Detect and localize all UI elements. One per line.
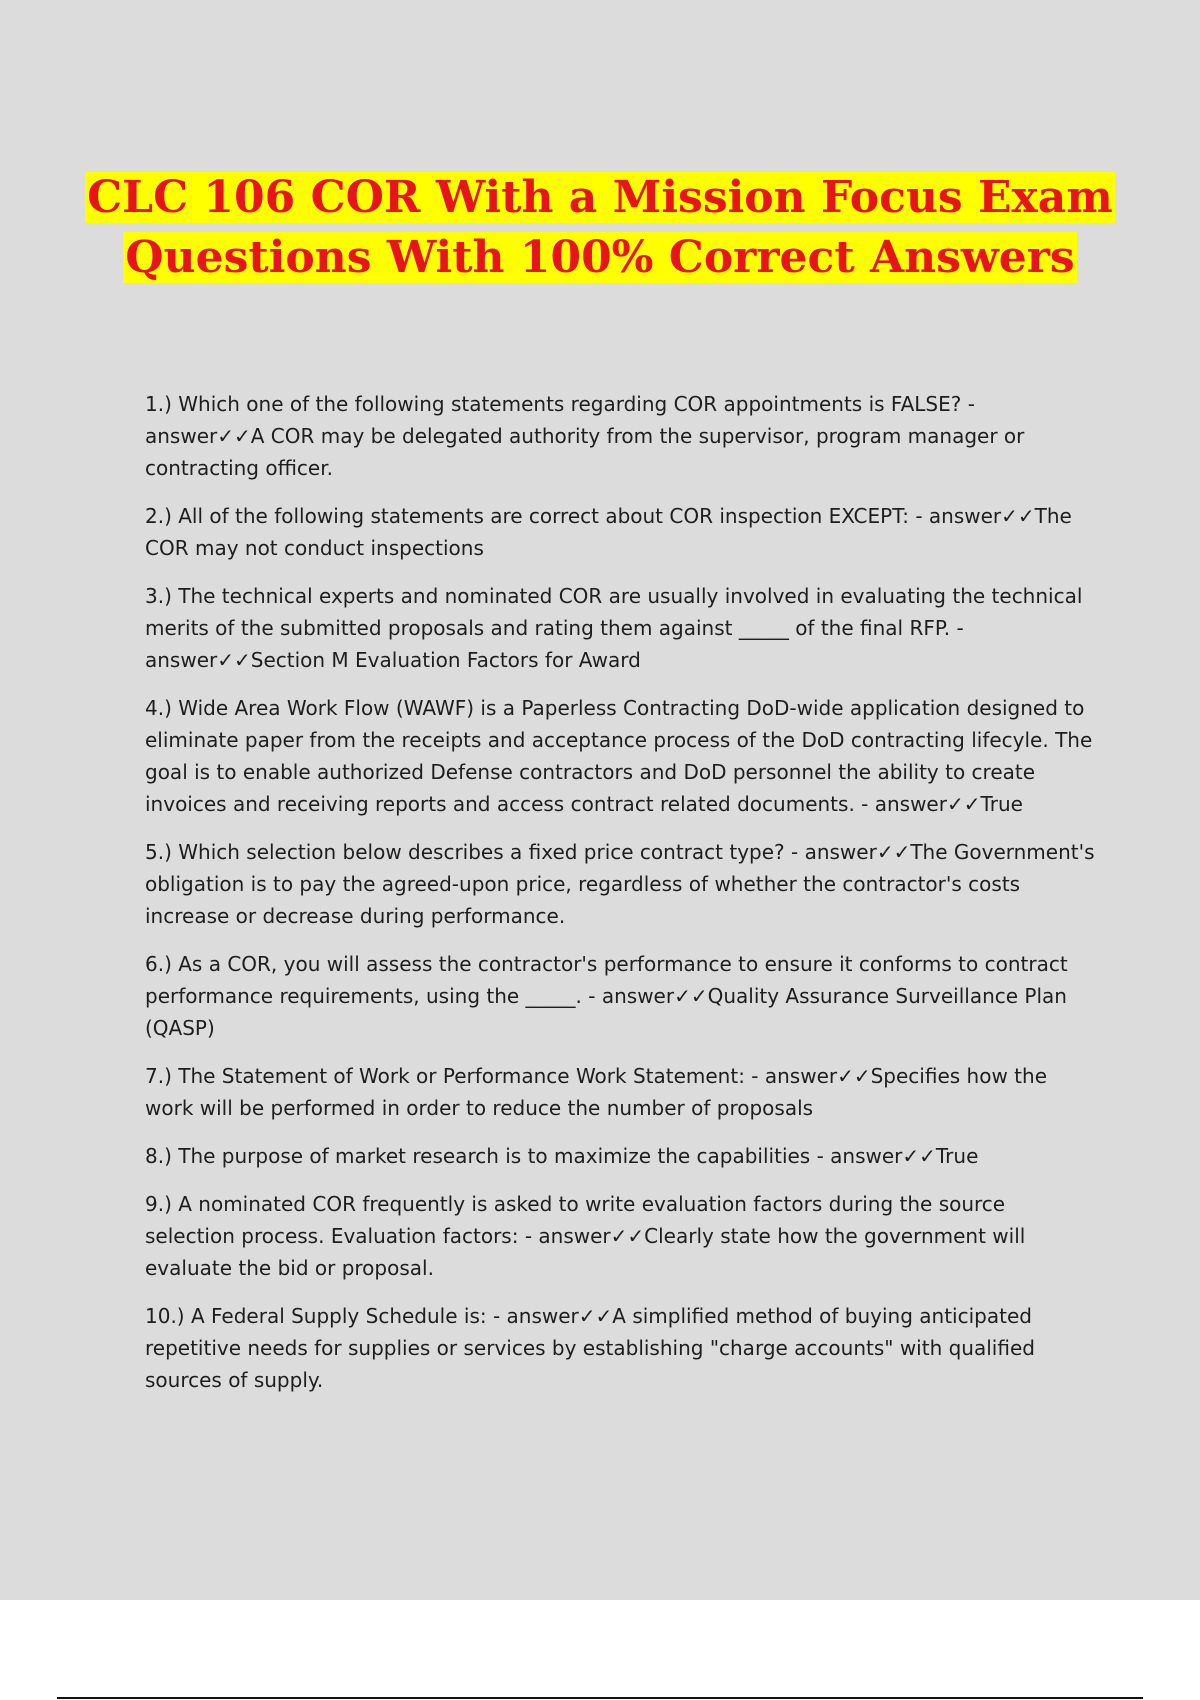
- question-item: 8.) The purpose of market research is to maximize the capabilities - answer✓✓True: [145, 1144, 979, 1168]
- title-line-2: Questions With 100% Correct Answers: [125, 232, 1075, 283]
- question-item: 5.) Which selection below describes a fixed price contract type? - answer✓✓The Government's obligation is to pay the agreed-upon price, regardless of whether the contractor's costs increase or decrease during performance.: [145, 840, 1095, 928]
- question-item: 3.) The technical experts and nominated COR are usually involved in evaluating the technical merits of the submitted proposals and rating them against _____ of the final RFP. - answer✓✓Section M Evaluation Factors for Award: [145, 584, 1083, 672]
- question-item: 10.) A Federal Supply Schedule is: - answer✓✓A simplified method of buying anticipated repetitive needs for supplies or services by establishing "charge accounts" with qualified sources of supply.: [145, 1304, 1035, 1392]
- question-item: 1.) Which one of the following statements regarding COR appointments is FALSE? - answer✓✓A COR may be delegated authority from the supervisor, program manager or contracting officer.: [145, 392, 1025, 480]
- question-list: [145, 388, 1095, 1412]
- document-title: [0, 168, 1200, 288]
- title-block: [0, 168, 1200, 288]
- question-item: 6.) As a COR, you will assess the contractor's performance to ensure it conforms to contract performance requirements, using the _____. - answer✓✓Quality Assurance Surveillance Plan (QASP): [145, 952, 1068, 1040]
- question-item: 9.) A nominated COR frequently is asked to write evaluation factors during the source selection process. Evaluation factors: - answer✓✓Clearly state how the government will evaluate the bid or proposal.: [145, 1192, 1026, 1280]
- question-item: 4.) Wide Area Work Flow (WAWF) is a Paperless Contracting DoD-wide application designed to eliminate paper from the receipts and acceptance process of the DoD contracting lifecyle. The goal is to enable authorized Defense contractors and DoD personnel the ability to create invoices and receiving reports and access contract related documents. - answer✓✓True: [145, 696, 1093, 816]
- question-item: 2.) All of the following statements are correct about COR inspection EXCEPT: - answer✓✓The COR may not conduct inspections: [145, 504, 1072, 560]
- question-item: 7.) The Statement of Work or Performance Work Statement: - answer✓✓Specifies how the work will be performed in order to reduce the number of proposals: [145, 1064, 1047, 1120]
- title-line-1: CLC 106 COR With a Mission Focus Exam: [87, 172, 1113, 223]
- bottom-divider: [57, 1697, 1143, 1699]
